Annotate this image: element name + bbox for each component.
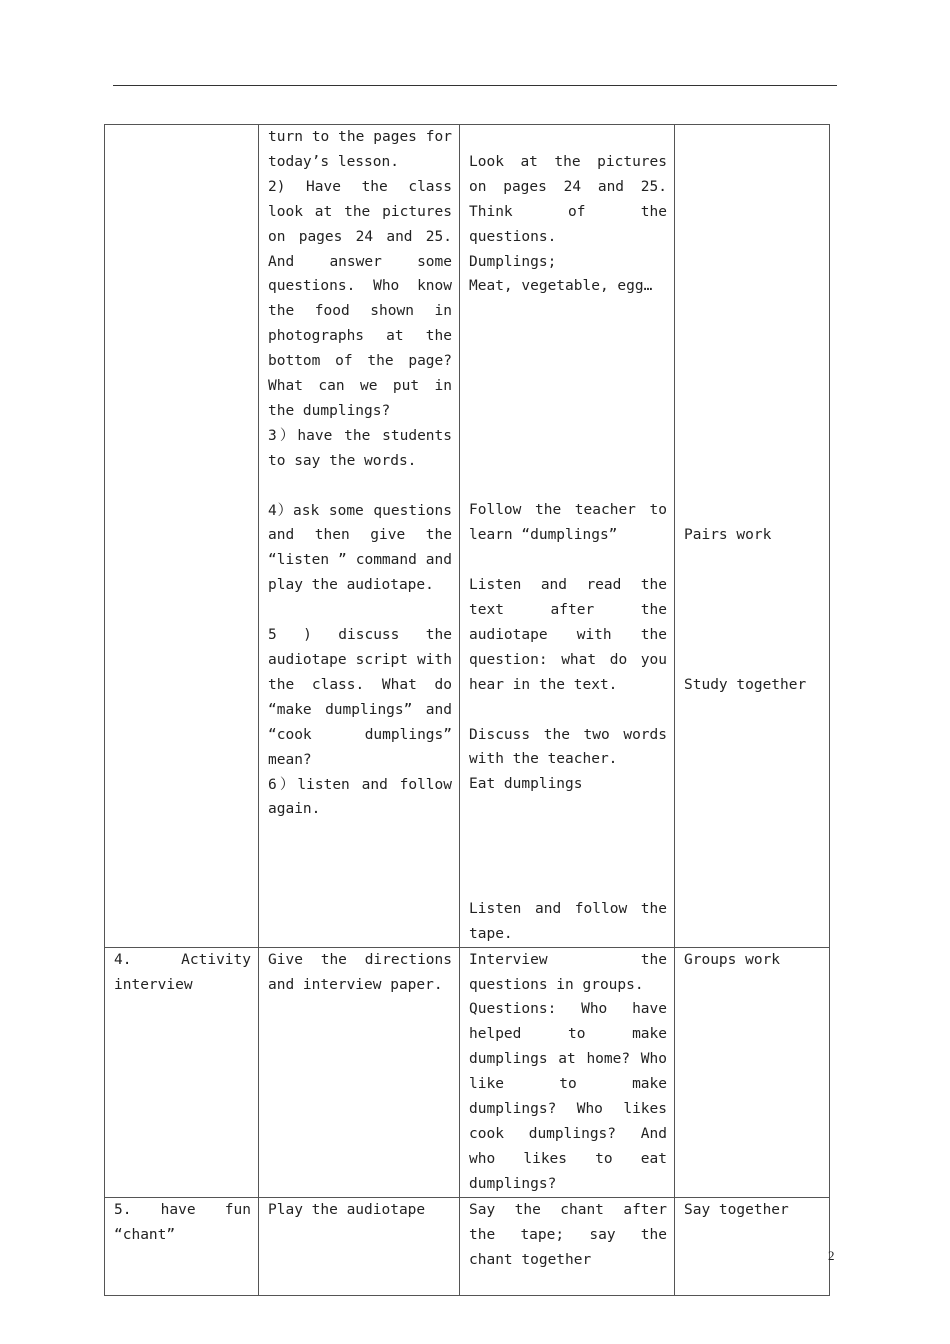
blank-line bbox=[684, 150, 822, 175]
blank-line bbox=[684, 573, 822, 598]
students-cell bbox=[460, 1197, 675, 1295]
cell-paragraph: 4）ask some questions and then give the “listen ” command and play the audiotape. bbox=[268, 502, 452, 594]
lesson-plan-table bbox=[104, 124, 830, 1296]
teacher-cell bbox=[259, 947, 460, 1197]
cell-paragraph: Groups work bbox=[684, 951, 781, 968]
table-row bbox=[105, 947, 830, 1197]
teacher-cell bbox=[259, 1197, 460, 1295]
cell-paragraph: 4. Activity interview bbox=[114, 951, 251, 993]
step-cell bbox=[105, 1197, 259, 1295]
cell-paragraph: Discuss the two words with the teacher. bbox=[469, 726, 667, 768]
blank-line bbox=[268, 474, 452, 499]
blank-line bbox=[684, 349, 822, 374]
blank-line bbox=[114, 125, 251, 150]
cell-paragraph: Interview the questions in groups. bbox=[469, 951, 667, 993]
blank-line bbox=[469, 474, 667, 499]
cell-paragraph: Say the chant after the tape; say the chant together bbox=[469, 1201, 667, 1268]
blank-line bbox=[469, 125, 667, 150]
blank-line bbox=[469, 399, 667, 424]
cell-paragraph: 3）have the students to say the words. bbox=[268, 427, 452, 469]
blank-line bbox=[684, 548, 822, 573]
cell-paragraph: Give the directions and interview paper. bbox=[268, 951, 452, 993]
blank-line bbox=[684, 498, 822, 523]
cell-paragraph: Pairs work bbox=[684, 527, 772, 544]
cell-paragraph: Meat, vegetable, egg… bbox=[469, 278, 653, 295]
blank-line bbox=[684, 473, 822, 498]
blank-line bbox=[469, 847, 667, 872]
form-cell bbox=[675, 125, 830, 948]
blank-line bbox=[469, 698, 667, 723]
blank-line bbox=[469, 324, 667, 349]
cell-paragraph: 5. have fun “chant” bbox=[114, 1201, 251, 1243]
header-rule bbox=[113, 85, 837, 86]
cell-paragraph: Say together bbox=[684, 1201, 789, 1218]
blank-line bbox=[684, 299, 822, 324]
blank-line bbox=[684, 200, 822, 225]
blank-line bbox=[469, 374, 667, 399]
blank-line bbox=[684, 424, 822, 449]
blank-line bbox=[469, 548, 667, 573]
cell-paragraph: Play the audiotape bbox=[268, 1201, 426, 1218]
cell-paragraph: Follow the teacher to learn “dumplings” bbox=[469, 502, 667, 544]
blank-line bbox=[684, 225, 822, 250]
cell-paragraph: Listen and follow the tape. bbox=[469, 900, 667, 942]
page-number: 2 bbox=[828, 1248, 835, 1263]
blank-line bbox=[684, 648, 822, 673]
table-row bbox=[105, 125, 830, 948]
cell-paragraph: Study together bbox=[684, 676, 807, 693]
blank-line bbox=[684, 623, 822, 648]
blank-line bbox=[268, 598, 452, 623]
blank-line bbox=[684, 598, 822, 623]
form-cell bbox=[675, 1197, 830, 1295]
students-cell bbox=[460, 125, 675, 948]
cell-paragraph: 5 ) discuss the audiotape script with the class. What do “make dumplings” and “cook dumplings” mean? bbox=[268, 627, 452, 768]
blank-line bbox=[469, 424, 667, 449]
cell-paragraph: Listen and read the text after the audiotape with the question: what do you hear in the text. bbox=[469, 577, 667, 693]
cell-paragraph: Eat dumplings bbox=[469, 776, 583, 793]
cell-paragraph: 6）listen and follow again. bbox=[268, 776, 452, 818]
blank-line bbox=[469, 299, 667, 324]
students-cell bbox=[460, 947, 675, 1197]
lesson-plan-body bbox=[105, 125, 830, 1296]
blank-line bbox=[684, 125, 822, 150]
cell-paragraph: Look at the pictures on pages 24 and 25. Think of the questions. bbox=[469, 153, 667, 245]
blank-line bbox=[684, 449, 822, 474]
form-cell bbox=[675, 947, 830, 1197]
blank-line bbox=[469, 797, 667, 822]
blank-line bbox=[684, 249, 822, 274]
cell-paragraph: Questions: Who have helped to make dumplings at home? Who like to make dumplings? Who likes cook dumplings? And who likes to eat dumplings? bbox=[469, 1001, 667, 1192]
step-cell bbox=[105, 125, 259, 948]
cell-paragraph: turn to the pages for today’s lesson. bbox=[268, 129, 452, 170]
cell-paragraph: Dumplings; bbox=[469, 253, 557, 270]
step-cell bbox=[105, 947, 259, 1197]
blank-line bbox=[684, 374, 822, 399]
blank-line bbox=[469, 822, 667, 847]
blank-line bbox=[684, 274, 822, 299]
blank-line bbox=[469, 872, 667, 897]
blank-line bbox=[684, 324, 822, 349]
table-row bbox=[105, 1197, 830, 1295]
teacher-cell bbox=[259, 125, 460, 948]
blank-line bbox=[684, 399, 822, 424]
cell-paragraph: 2) Have the class look at the pictures on pages 24 and 25. And answer some questions. Who know the food shown in photographs at the bottom of the page? What can we put in the dumplings? bbox=[268, 178, 452, 419]
blank-line bbox=[469, 349, 667, 374]
blank-line bbox=[684, 175, 822, 200]
blank-line bbox=[469, 449, 667, 474]
